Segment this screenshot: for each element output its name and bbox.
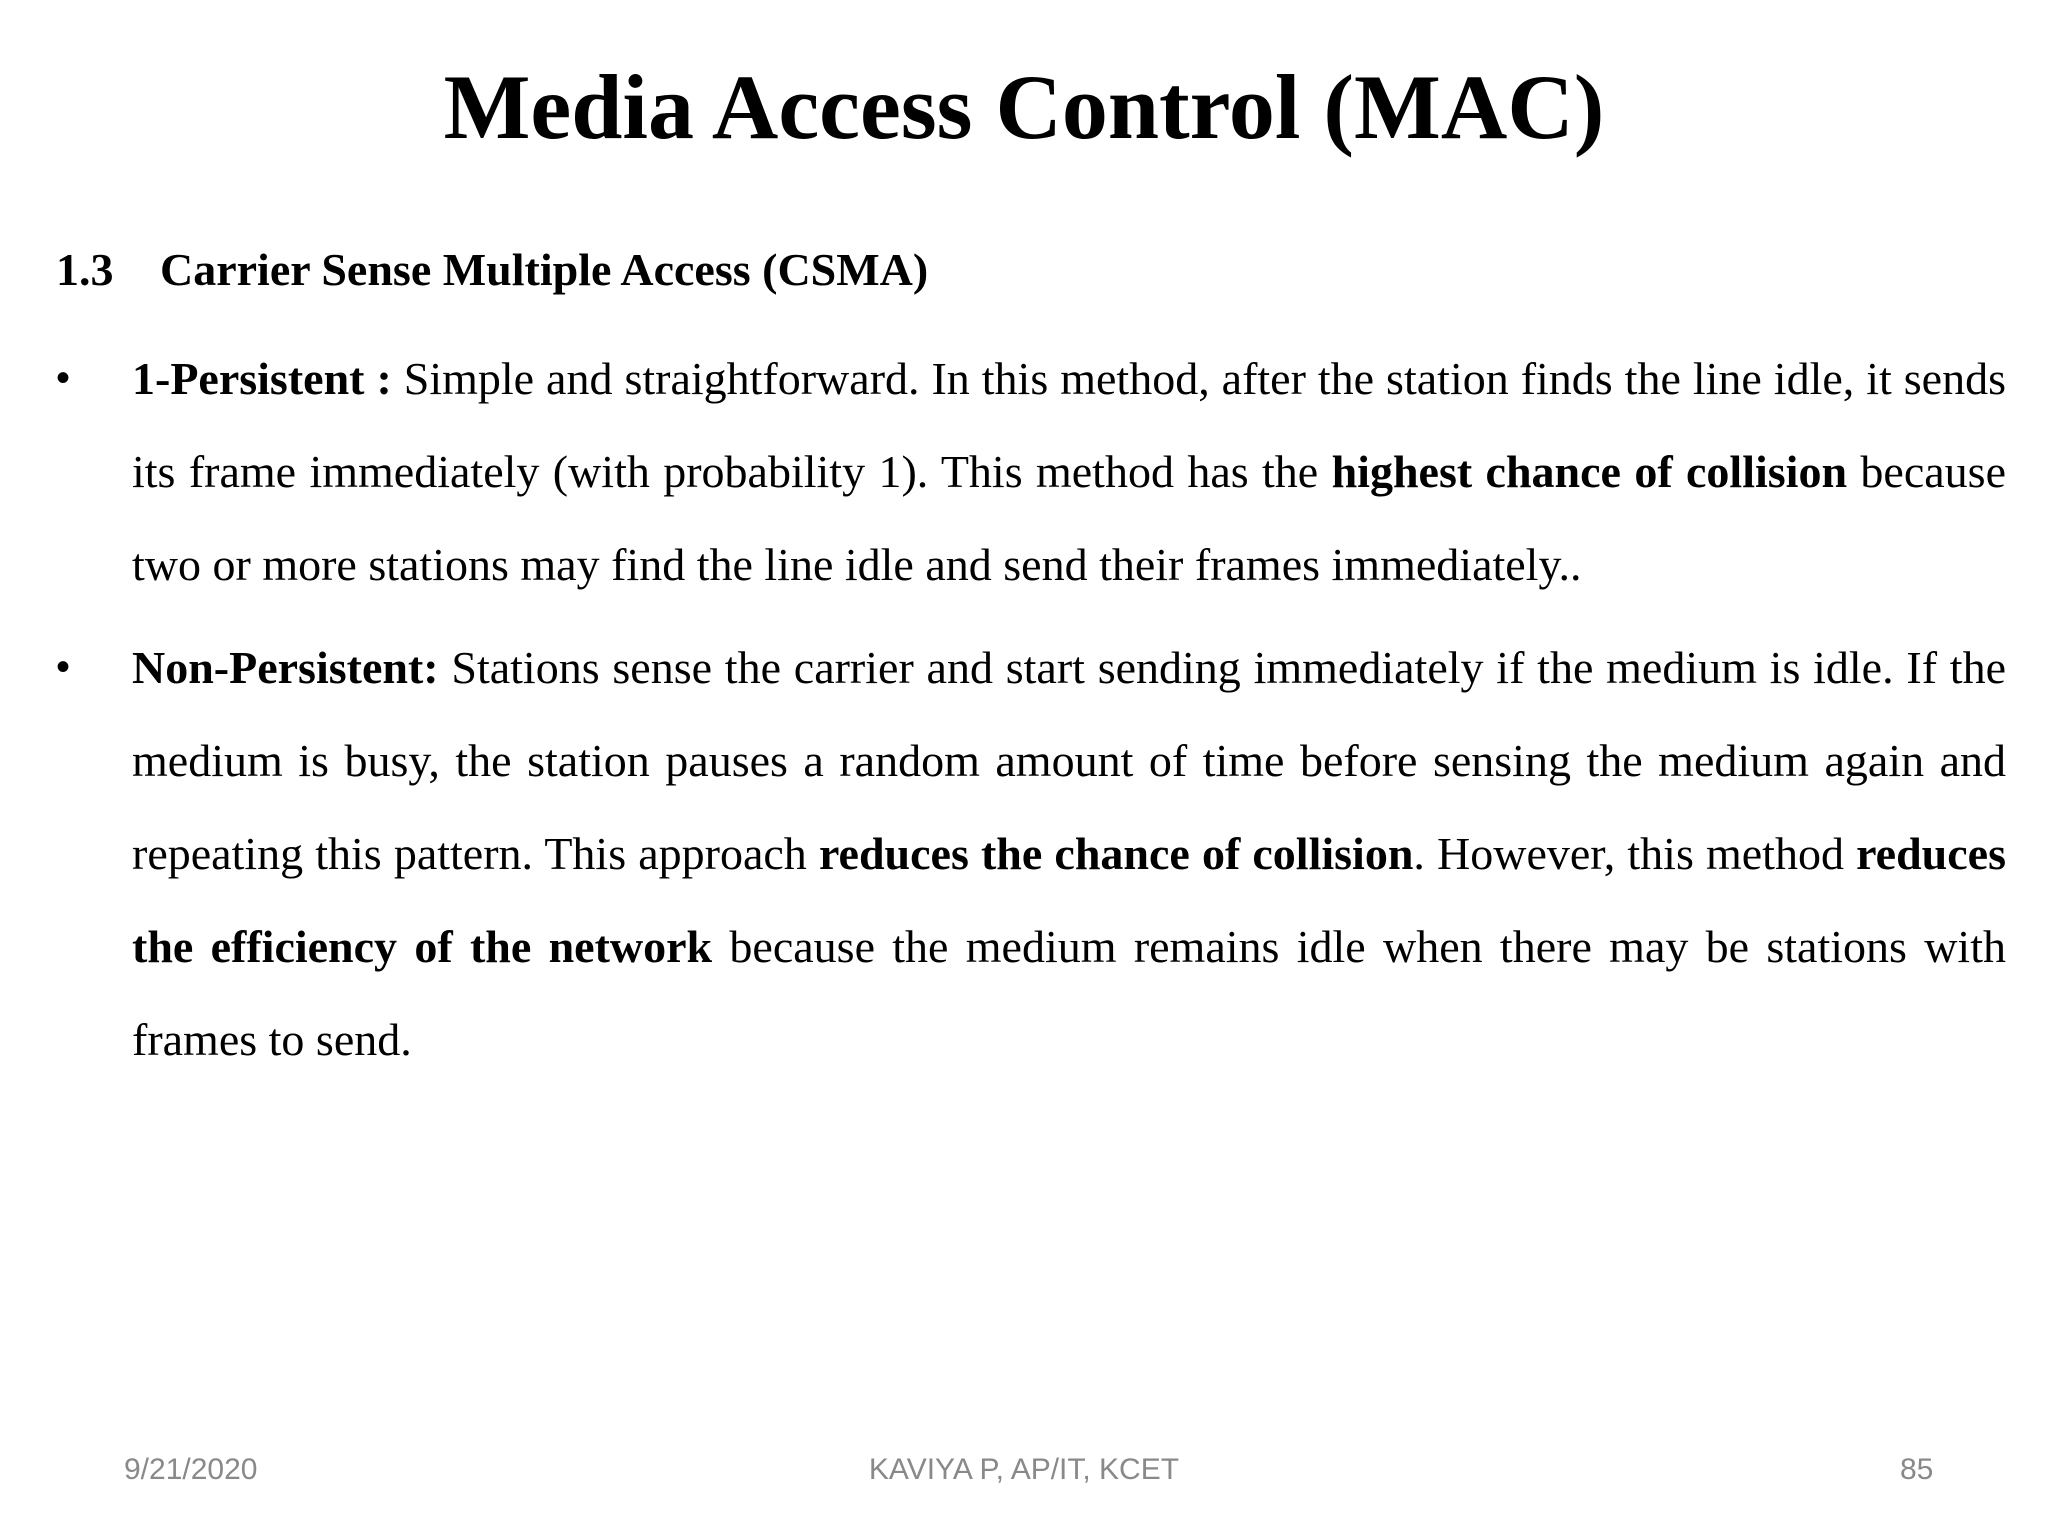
section-heading-text: Carrier Sense Multiple Access (CSMA): [160, 244, 929, 295]
section-heading: [56, 240, 928, 300]
bullet-emphasis: reduces the chance of collision: [818, 828, 1414, 879]
bullet-text: Stations sense the carrier and start sending immediately if the medium is idle. If the medium is busy, the station pauses a random amount of time before sensing the medium again and repeating this pattern. This approach: [132, 642, 2006, 879]
bullet-text: . However, this method: [1413, 828, 1857, 879]
bullet-emphasis: reduces the efficiency of the network: [132, 828, 2006, 972]
footer-author: KAVIYA P, AP/IT, KCET: [868, 1453, 1180, 1486]
bullet-text: because the medium remains idle when there may be stations with frames to send.: [132, 921, 2006, 1065]
bullet-non-persistent: [56, 621, 2006, 1086]
bullet-list: [56, 332, 2006, 1096]
footer-page-number: 85: [1900, 1453, 1934, 1486]
bullet-text: Simple and straightforward. In this method, after the station finds the line idle, it sends its frame immediately (with probability 1). This method has the: [132, 353, 2006, 497]
slide-title: Media Access Control (MAC): [443, 56, 1605, 158]
bullet-dot-icon: •: [56, 645, 71, 689]
bullet-dot-icon: •: [56, 356, 71, 400]
bullet-term: Non-Persistent:: [132, 642, 439, 693]
bullet-1-persistent: [56, 332, 2006, 611]
bullet-text: because two or more stations may find the line idle and send their frames immediately..: [132, 446, 2006, 590]
bullet-emphasis: highest chance of collision: [1331, 446, 1848, 497]
footer-date: 9/21/2020: [124, 1453, 258, 1486]
bullet-term: 1-Persistent :: [132, 353, 392, 404]
section-number: 1.3: [56, 244, 114, 295]
